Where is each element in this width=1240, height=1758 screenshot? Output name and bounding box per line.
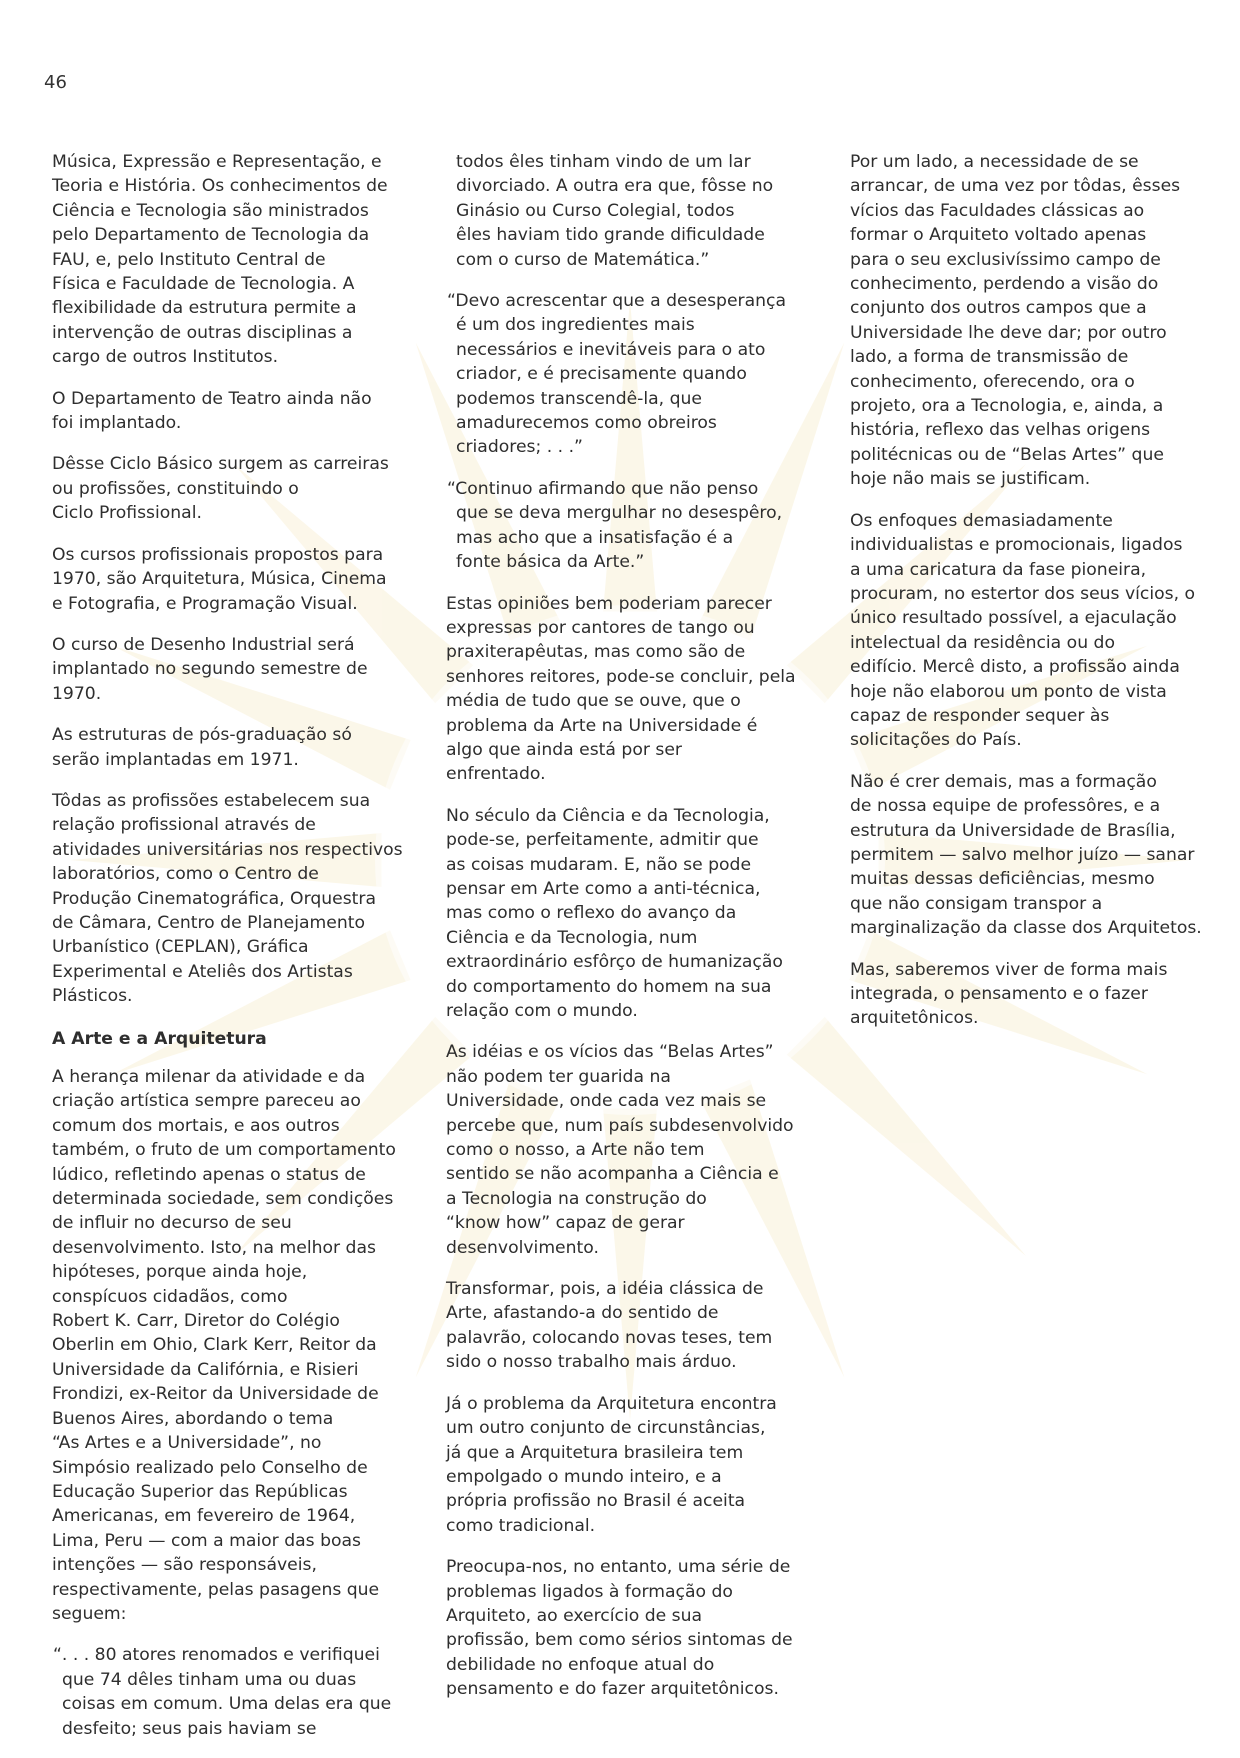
text-column-right	[850, 150, 1217, 1048]
paragraph: Tôdas as profissões estabelecem sua relação profissional através de atividades universitárias nos respectivos laboratórios, como o Centro de Produção Cinematográfica, Orquestra de Câmara, Centro de Planejamento Urbanístico (CEPLAN), Gráfica Experimental e Ateliês dos Artistas Plásticos.	[52, 790, 403, 1007]
page-number: 46	[44, 72, 67, 93]
paragraph: O curso de Desenho Industrial será implantado no segundo semestre de 1970.	[52, 634, 368, 704]
paragraph: Já o problema da Arquitetura encontra um outro conjunto de circunstâncias, já que a Arquitetura brasileira tem empolgado o mundo inteiro, e a própria profissão no Brasil é aceita como tradicional.	[446, 1393, 777, 1536]
paragraph: Mas, saberemos viver de forma mais integrada, o pensamento e o fazer arquitetônicos.	[850, 959, 1168, 1029]
paragraph: No século da Ciência e da Tecnologia, pode-se, perfeitamente, admitir que as coisas mudaram. E, não se pode pensar em Arte como a anti-técnica, mas como o reflexo do avanço da Ciência e da Tecnologia, num extraordinário esfôrço de humanização do comportamento do homem na sua relação com o mundo.	[446, 805, 783, 1021]
paragraph: As idéias e os vícios das “Belas Artes” não podem ter guarida na Universidade, onde cada vez mais se percebe que, num país subdesenvolvido como o nosso, a Arte não tem sentido se não acompanha a Ciência e a Tecnologia na construção do “know how” capaz de gerar desenvolvimento.	[446, 1042, 794, 1258]
paragraph: Preocupa-nos, no entanto, uma série de problemas ligados à formação do Arquiteto, ao exercício de sua profissão, bem como sérios sintomas de debilidade no enfoque atual do pensamento e do fazer arquitetônicos.	[446, 1557, 793, 1700]
paragraph: Transformar, pois, a idéia clássica de Arte, afastando-a do sentido de palavrão, colocando novas teses, tem sido o nosso trabalho mais árduo.	[446, 1279, 773, 1373]
section-heading: A Arte e a Arquitetura	[52, 1028, 267, 1049]
quote-paragraph: “Continuo afirmando que não penso que se deva mergulhar no desespêro, mas acho que a insatisfação é a fonte básica da Arte.”	[447, 478, 783, 573]
paragraph: Os cursos profissionais propostos para 1970, são Arquitetura, Música, Cinema e Fotografia, e Programação Visual.	[52, 544, 387, 614]
paragraph: A herança milenar da atividade e da criação artística sempre pareceu ao comum dos mortais, e aos outros também, o fruto de um comportamento lúdico, refletindo apenas o status de determinada sociedade, sem condições de influir no decurso de seu desenvolvimento. Isto, na melhor das hipóteses, porque ainda hoje, conspícuos cidadãos, como Robert K. Carr, Diretor do Colégio Oberlin em Ohio, Clark Kerr, Reitor da Universidade da Califórnia, e Risieri Frondizi, ex-Reitor da Universidade de Buenos Aires, abordando o tema “As Artes e a Universidade”, no Simpósio realizado pelo Conselho de Educação Superior das Repúblicas Americanas, em fevereiro de 1964, Lima, Peru — com a maior das boas intenções — são responsáveis, respectivamente, pelas pasagens que seguem:	[52, 1067, 396, 1624]
quote-paragraph: “. . . 80 atores renomados e verifiquei que 74 dêles tinham uma ou duas coisas em comum. Uma delas era que desfeito; seus pais haviam se	[53, 1645, 392, 1739]
paragraph: Não é crer demais, mas a formação de nossa equipe de professôres, e a estrutura da Universidade de Brasília, permitem — salvo melhor juízo — sanar muitas dessas deficiências, mesmo que não consigam transpor a marginalização da classe dos Arquitetos.	[850, 771, 1202, 939]
text-column-middle	[446, 150, 823, 1719]
quote-paragraph: todos êles tinham vindo de um lar divorciado. A outra era que, fôsse no Ginásio ou Curso Colegial, todos êles haviam tido grande dificuldade com o curso de Matemática.”	[456, 152, 774, 270]
paragraph: Música, Expressão e Representação, e Teoria e História. Os conhecimentos de Ciência e Tecnologia são ministrados pelo Departamento de Tecnologia da FAU, e, pelo Instituto Central de Física e Faculdade de Tecnologia. A flexibilidade da estrutura permite a intervenção de outras disciplinas a cargo de outros Institutos.	[52, 152, 388, 368]
text-column-left	[52, 150, 407, 1758]
paragraph: Estas opiniões bem poderiam parecer expressas por cantores de tango ou praxiterapêutas, mas como são de senhores reitores, pode-se concluir, pela média de tudo que se ouve, que o problema da Arte na Universidade é algo que ainda está por ser enfrentado.	[446, 593, 796, 785]
paragraph: Os enfoques demasiadamente individualistas e promocionais, ligados a uma caricatura da fase pioneira, procuram, no estertor dos seus vícios, o único resultado possível, a ejaculação intelectual da residência ou do edifício. Mercê disto, a profissão ainda hoje não elaborou um ponto de vista capaz de responder sequer às solicitações do País.	[850, 510, 1196, 751]
paragraph: As estruturas de pós-graduação só serão implantadas em 1971.	[52, 725, 352, 770]
paragraph: Por um lado, a necessidade de se arrancar, de uma vez por tôdas, êsses vícios das Faculdades clássicas ao formar o Arquiteto voltado apenas para o seu exclusivíssimo campo de conhecimento, perdendo a visão do conjunto dos outros campos que a Universidade lhe deve dar; por outro lado, a forma de transmissão de conhecimento, oferecendo, ora o projeto, ora a Tecnologia, e, ainda, a história, reflexo das velhas origens politécnicas ou de “Belas Artes” que hoje não mais se justificam.	[850, 152, 1181, 490]
quote-paragraph: “Devo acrescentar que a desesperança é um dos ingredientes mais necessários e inevitáveis para o ato criador, e é precisamente quando podemos transcendê-la, que amadurecemos como obreiros criadores; . . .”	[447, 291, 787, 458]
paragraph: O Departamento de Teatro ainda não foi implantado.	[52, 388, 372, 434]
paragraph: Dêsse Ciclo Básico surgem as carreiras ou profissões, constituindo o Ciclo Profissional.	[52, 454, 389, 524]
